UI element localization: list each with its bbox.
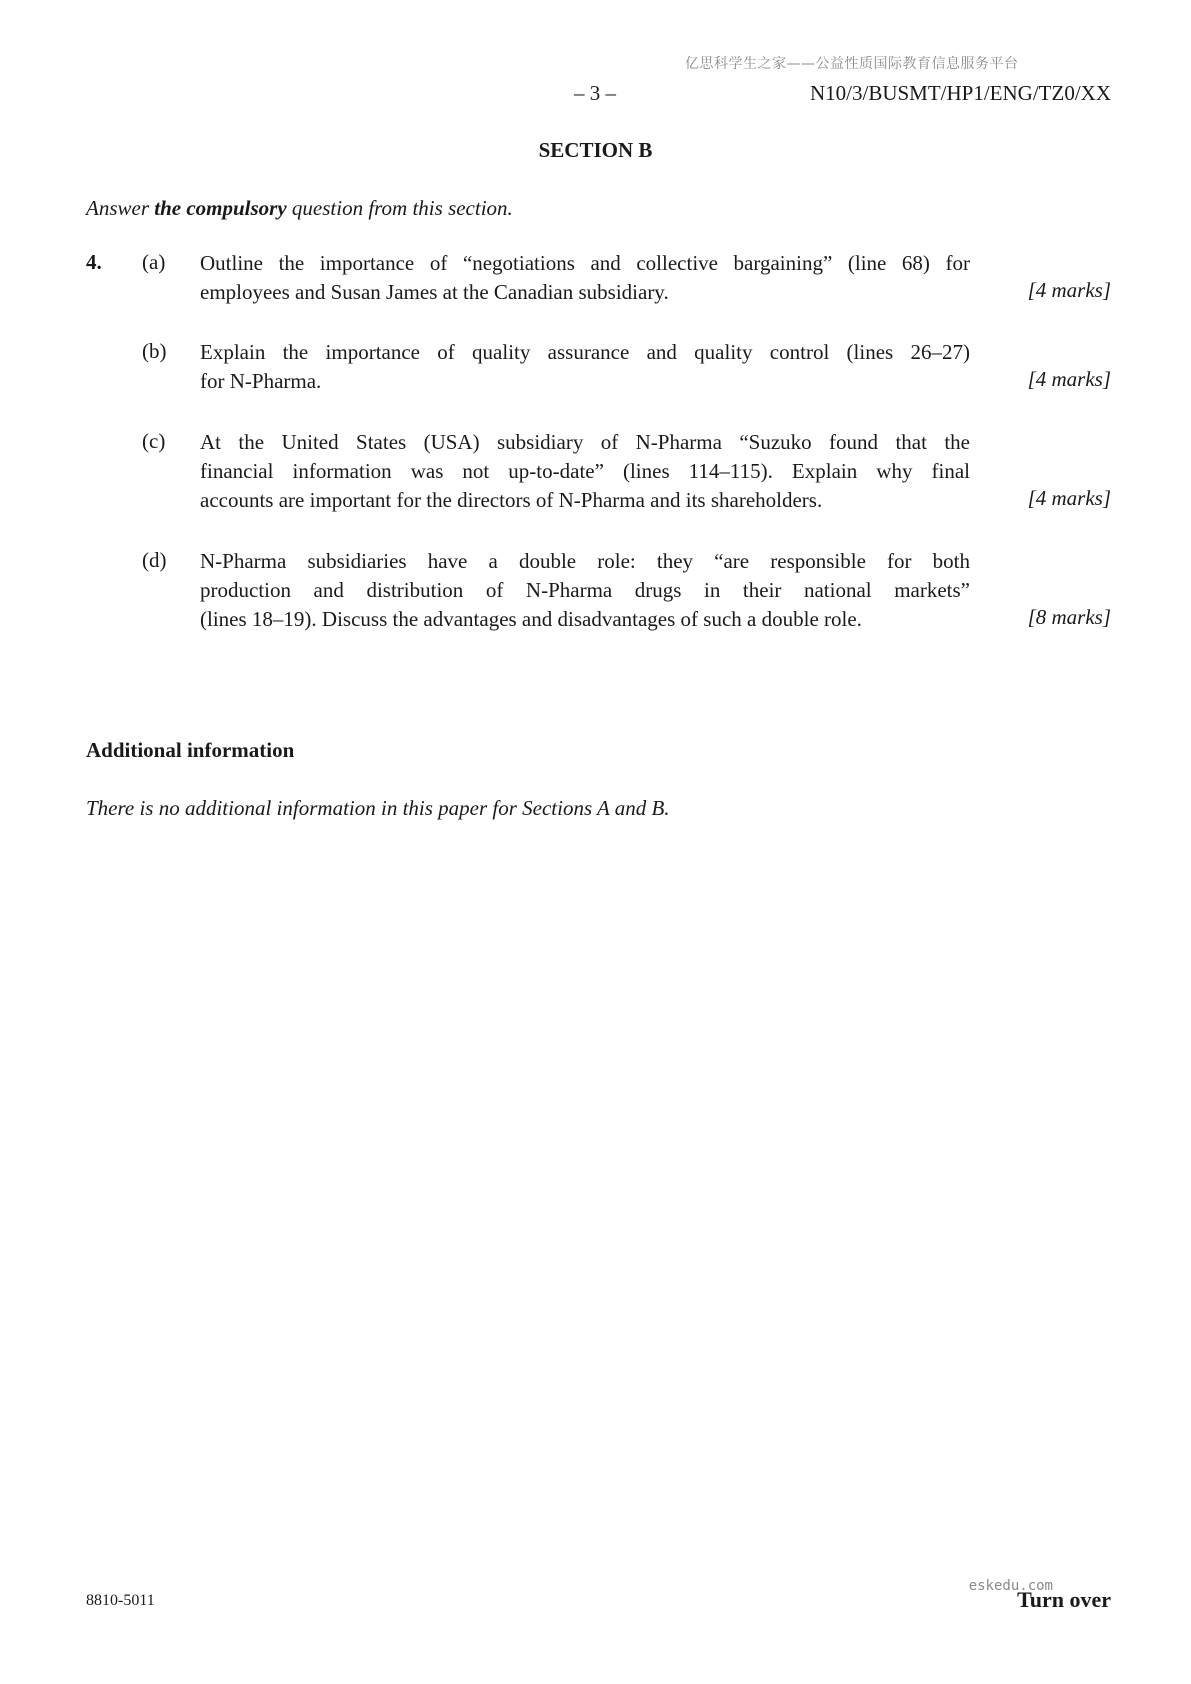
part-c-marks: [4 marks] xyxy=(1027,486,1111,510)
part-d-label: (d) xyxy=(142,548,167,572)
part-c-line-1: At the United States (USA) subsidiary of N-Pharma “Suzuko found that the xyxy=(200,430,970,454)
part-b-text xyxy=(200,338,970,396)
additional-info-heading: Additional information xyxy=(86,738,295,762)
part-a-line-1: Outline the importance of “negotiations and collective bargaining” (line 68) for xyxy=(200,251,970,275)
part-b-line-1: Explain the importance of quality assurance and quality control (lines 26–27) xyxy=(200,340,970,364)
instruction-emphasis: the compulsory xyxy=(154,196,287,220)
part-a-label: (a) xyxy=(142,250,166,274)
turn-over-label: Turn over xyxy=(1017,1587,1111,1612)
part-d-marks: [8 marks] xyxy=(1027,605,1111,629)
part-a-line-2: employees and Susan James at the Canadian subsidiary. xyxy=(200,280,669,304)
part-c-line-2: financial information was not up-to-date” (lines 114–115). Explain why final xyxy=(200,459,970,483)
part-c-text xyxy=(200,428,970,515)
page-number: – 3 – xyxy=(574,81,616,105)
part-a-text xyxy=(200,249,970,307)
additional-info-text: There is no additional information in this paper for Sections A and B. xyxy=(86,796,670,820)
part-d-line-2: production and distribution of N-Pharma drugs in their national markets” xyxy=(200,578,970,602)
instruction-suffix: question from this section. xyxy=(286,196,513,220)
part-c-label: (c) xyxy=(142,429,166,453)
footer-code: 8810-5011 xyxy=(86,1592,155,1609)
watermark-header: 亿思科学生之家——公益性质国际教育信息服务平台 xyxy=(685,56,1019,72)
part-d-text xyxy=(200,547,970,634)
watermark-footer: eskedu.com xyxy=(968,1578,1053,1594)
part-b-line-2: for N-Pharma. xyxy=(200,369,322,393)
paper-code: N10/3/BUSMT/HP1/ENG/TZ0/XX xyxy=(809,81,1111,105)
part-b-label: (b) xyxy=(142,339,167,363)
part-d-line-1: N-Pharma subsidiaries have a double role: they “are responsible for both xyxy=(200,549,970,573)
part-a-marks: [4 marks] xyxy=(1027,278,1111,302)
part-d-line-3: (lines 18–19). Discuss the advantages and disadvantages of such a double role. xyxy=(200,607,862,631)
instruction-prefix: Answer xyxy=(86,196,155,220)
question-number: 4. xyxy=(86,250,102,274)
part-b-marks: [4 marks] xyxy=(1027,367,1111,391)
part-c-line-3: accounts are important for the directors of N-Pharma and its shareholders. xyxy=(200,488,823,512)
section-instruction xyxy=(86,196,513,221)
section-title: SECTION B xyxy=(538,138,653,162)
